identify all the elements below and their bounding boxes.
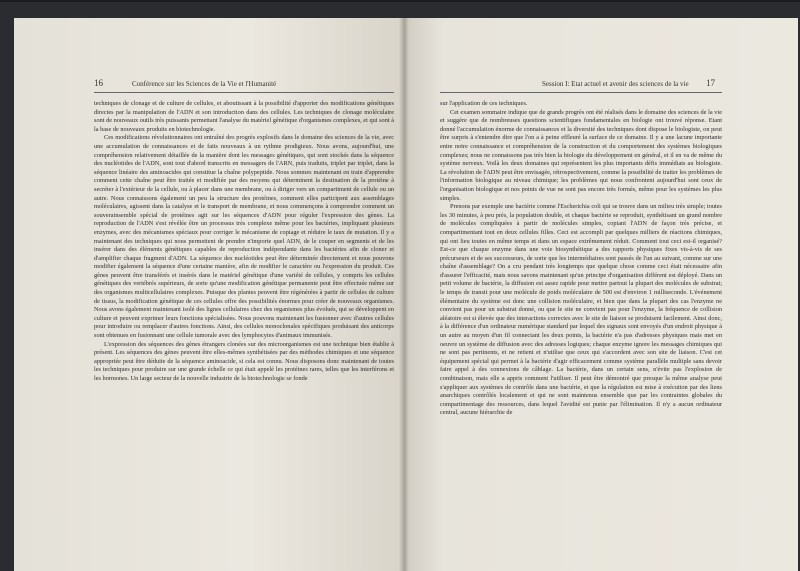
paragraph: sur l'application de ces techniques. xyxy=(440,100,528,107)
paragraph: Cet examen sommaire indique que de grands progrès ont été réalisés dans le domaine des sciences de la vie et suggère que de nombreuses questions scientifiques fondamentales en biologie ont trouvé réponse. Etant donné l'accumulation énorme de connaissances et la diversité des techniques dont dispose le biologiste, on peut être surpris à s'entendre dire que l'on a à peine effleuré la surface de ce domaine. Il y a une lacune importante entre notre connaissance et compréhension de la construction et du comportement des systèmes biologiques complexes; nous ne connaissons pas très bien la biologie du développement en général, et il en va de même du système nerveux. Voilà les deux domaines qui représentent les plus importants défis immédiats au biologiste. La révolution de l'ADN peut être envisagée, rétrospectivement, comme la possibilité de traiter les problèmes de l'information biologique au niveau chimique; les problèmes qui nous confrontent aujourd'hui sont ceux de l'organisation biologique et nos points de vue ne sont pas encore très formés, même pour les systèmes les plus simples. xyxy=(440,108,722,202)
page-number: 17 xyxy=(706,78,715,88)
left-page xyxy=(14,18,404,571)
paragraph: techniques de clonage et de culture de cellules, et aboutissant à la possibilité d'apporter des modifications génétiques directes par la manipulation de l'ADN et son introduction dans des cellules. Les techniques de clonage moléculaire sont de nouveaux outils très puissants permettant l'analyse du matériel génétique d'organismes complexes, et qui sont à la base de nouveaux produits en biotechnologie. xyxy=(94,100,394,133)
paragraph: Ces modifications révolutionnaires ont entraîné des progrès explosifs dans le domaine des sciences de la vie, avec une accumulation de connaissances et de faits nouveaux à un rythme prodigieux. Nous avons, aujourd'hui, une compréhension relativement détaillée de la manière dont les messages génétiques, qui sont stockés dans la séquence des nucléotides de l'ADN, sont tout d'abord transcrits en messagers de l'ARN, puis traduits, triplet par triplet, dans la séquence linéaire des aminoacides qui constitue la chaîne polypeptide. Nous sommes maintenant en train d'apprendre comment cette chaîne peut être traitée et modifiée par des moyens qui déterminent la destination de la protéine à secréter à l'extérieur de la cellule, ou à placer dans une membrane, ou à diriger vers un compartiment de cellule ou un autre. Nous connaissons également un peu la structure des protéines, comment elles participent aux assemblages moléculaires, agissent dans la catalyse et le transport de membrane, et nous commençons à comprendre comment un souverainsemble spécial de protéines agit sur les séquences d'ADN pour réguler l'expression des gènes. La reproduction de l'ADN s'est révélée être un processus très complexe même pour les bactéries, impliquant plusieurs enzymes, avec des mécanismes spéciaux pour corriger le mécanisme de copiage et réduire le taux de mutation. Il y a maintenant des techniques qui nous permettent de prendre n'importe quel ADN, de le couper en segments et de les insérer dans des éléments génétiques capables de reproduction indépendante dans les bactéries afin de cloner et d'amplifier chaque fragment d'ADN. La séquence des nucléotides peut être déterminée directement et nous pouvons modifier également la séquence d'une certaine manière, afin de modifier le caractère ou l'expression du produit. Ces gènes peuvent être transférés et insérés dans le matériel génétique d'une variété de cellules, y compris les cellules génétiques des vertébrés supérieurs, de sorte qu'une modification génétique permanente peut être effectuée même sur des organismes multicellulaires complexes. Puisque des plantes peuvent être régénérées à partir de cellules de culture de tissus, la modification génétique de ces cellules offre des possibilités énormes pour créer de nouveaux organismes. Nous avons également maintenant isolé des lignes cellulaires chez des organismes plus évolués, qui se développent en culture et peuvent exprimer leurs fonctions spécialisées. Nous pouvons maintenant les fusionner avec d'autres cellules pour introduire ou remplacer d'autres fonctions. Ainsi, des cellules monoclonales spécifiques produisant des anticorps sont obtenues en fusionnant une cellule tumorale avec des lymphocytes d'animaux immunisés. xyxy=(94,134,394,340)
header-rule xyxy=(440,92,722,93)
paragraph: Prenons par exemple une bactérie comme l'Escherichia coli qui se trouve dans un milieu très simple; toutes les 30 minutes, à peu près, la population double, et chaque bactérie se reproduit, synthétisant un grand nombre de molécules compliquées à partir de molécules simples, copiant l'ADN de façon très précise, et compartimentant tout en deux cellules filles. Ceci est accompli par quelques milliers de réactions chimiques, qui ont lieu toutes en même temps et dans un espace extrêmement réduit. Comment tout ceci est-il organisé? Est-ce que chaque enzyme dans une voie biosynthétique a des rapports physiques fixes vis-à-vis de ses précurseurs et de ses successeurs, de sorte que les intermédiaires sont passés de l'un au suivant, comme sur une chaîne d'assemblage? On a cru pendant très longtemps que quelque chose comme ceci était nécessaire afin d'assurer l'efficacité, mais nous savons maintenant qu'un principe d'organisation différent est déployé. Dans un petit volume de bactérie, la diffusion est assez rapide pour mettre partout la plupart des molécules de substrat; le temps de transit pour une molécule de poids moléculaire de 500 est d'environ 1 milliseconde. L'événement élémentaire du système est donc une collision moléculaire, et bien que dans la plupart des cas l'enzyme ne convient pas pour un substrat donné, ou que le site ne convient pas pour l'enzyme, la fréquence de collision aléatoire est si élevée que des interactions correctes avec le site de liaison se produisent facilement. Ainsi donc, à la différence d'un ordinateur numérique standard par lequel des signaux sont envoyés d'un endroit physique à un autre au moyen d'un fil connectant les deux points, la bactérie n'a pas d'adresses physiques mais met en oeuvre un système de diffusion avec des adresses logiques; chaque enzyme ignore les messages chimiques qui ne sont pas pertinents, et ne retient et n'utilise que ceux qui s'accordent avec son site de liaison. C'est cet équipement spécial qui permet à la bactérie d'agir efficacement comme système parallèle multiple sans devoir faire appel à des connexions de câblage. La bactérie, dans un certain sens, n'évite pas l'explosion de combinaison, mais elle a appris comment l'utiliser. Il peut être démontré que presque la même analyse peut s'appliquer aux systèmes de contrôle dans une bactérie, et que la régulation est mise à exécution par des liens anarchiques contrôlés localement et qui ne sont maintenus ensemble que par les contraintes globales du compartimentage des ressources, dans lequel l'avidité est punie par l'élimination. Il n'y a aucun ordinateur central, aucune hiérarchie de xyxy=(440,203,722,417)
running-head: Session I: Etat actuel et avenir des sciences de la vie xyxy=(542,80,689,88)
body-text xyxy=(440,100,722,418)
running-head: Conférence sur les Sciences de la Vie et l'Humanité xyxy=(132,80,277,88)
book-gutter xyxy=(399,18,409,571)
header-rule xyxy=(94,92,394,93)
body-text xyxy=(94,100,394,384)
paragraph: L'expression des séquences des gènes étrangers clonées sur des microorganismes est une technique bien établie à présent. Les séquences des gènes peuvent être elles-mêmes synthétisées par des méthodes chimiques et une séquence appropriée peut être déduite de la séquence aminoacide, si cela est connu. Nous disposons donc maintenant de toutes les techniques pour produire sur une grande échelle ce qui était appelé les protéines rares, telles que les interférons et les hormones. Un large secteur de la nouvelle industrie de la biotechnologie se fonde xyxy=(94,340,394,382)
page-number: 16 xyxy=(94,78,103,88)
right-page xyxy=(404,18,798,571)
